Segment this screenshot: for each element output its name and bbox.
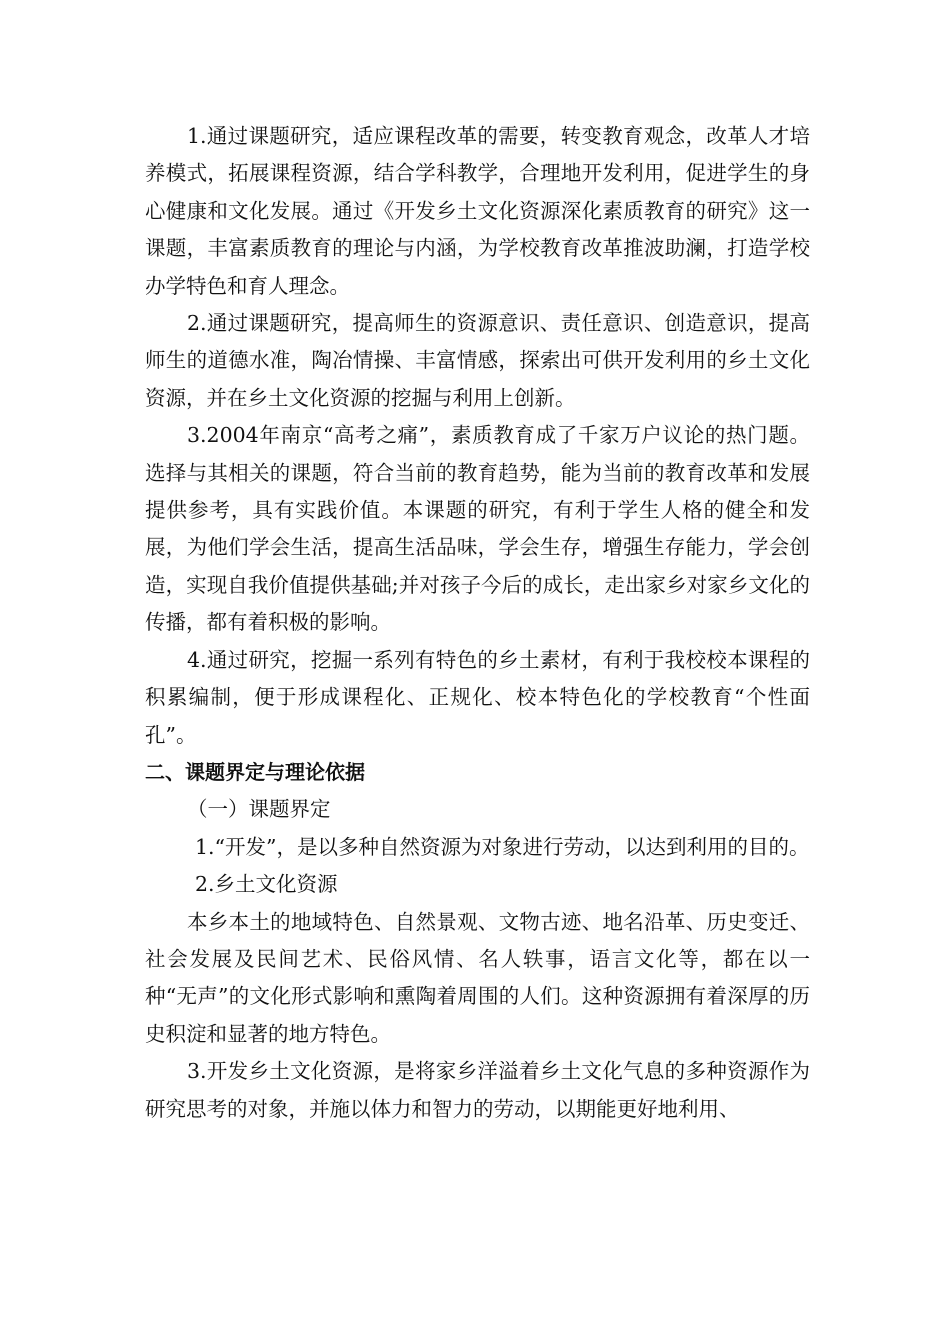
- section-heading-2: 二、课题界定与理论依据: [145, 759, 365, 784]
- paragraph-2: 2.通过课题研究，提高师生的资源意识、责任意识、创造意识，提高师生的道德水准，陶冶情操、丰富情感，探索出可供开发利用的乡土文化资源，并在乡土文化资源的挖掘与利用上创新。: [145, 311, 810, 410]
- paragraph-3: 3.2004年南京“高考之痛”，素质教育成了千家万户议论的热门题。选择与其相关的课题，符合当前的教育趋势，能为当前的教育改革和发展提供参考，具有实践价值。本课题的研究，有利于学生人格的健全和发展，为他们学会生活，提高生活品味，学会生存，增强生存能力，学会创造，实现自我价值提供基础;并对孩子今后的成长，走出家乡对家乡文化的传播，都有着积极的影响。: [145, 423, 810, 635]
- definition-2-title: 2.乡土文化资源: [195, 872, 338, 897]
- paragraph-1: 1.通过课题研究，适应课程改革的需要，转变教育观念，改革人才培养模式，拓展课程资源，结合学科教学，合理地开发利用，促进学生的身心健康和文化发展。通过《开发乡土文化资源深化素质教育的研究》这一课题，丰富素质教育的理论与内涵，为学校教育改革推波助澜，打造学校办学特色和育人理念。: [145, 124, 810, 298]
- definition-1: 1.“开发”，是以多种自然资源为对象进行劳动，以达到利用的目的。: [195, 834, 810, 859]
- subsection-heading-1: （一）课题界定: [187, 797, 331, 822]
- document-page: [145, 118, 810, 1128]
- paragraph-4: 4.通过研究，挖掘一系列有特色的乡土素材，有利于我校校本课程的积累编制，便于形成课程化、正规化、校本特色化的学校教育“个性面孔”。: [145, 647, 810, 747]
- definition-2-body: 本乡本土的地域特色、自然景观、文物古迹、地名沿革、历史变迁、社会发展及民间艺术、民俗风情、名人轶事，语言文化等，都在以一种“无声”的文化形式影响和熏陶着周围的人们。这种资源拥有着深厚的历史积淀和显著的地方特色。: [145, 909, 810, 1046]
- definition-3: 3.开发乡土文化资源，是将家乡洋溢着乡土文化气息的多种资源作为研究思考的对象，并施以体力和智力的劳动，以期能更好地利用、: [145, 1059, 810, 1121]
